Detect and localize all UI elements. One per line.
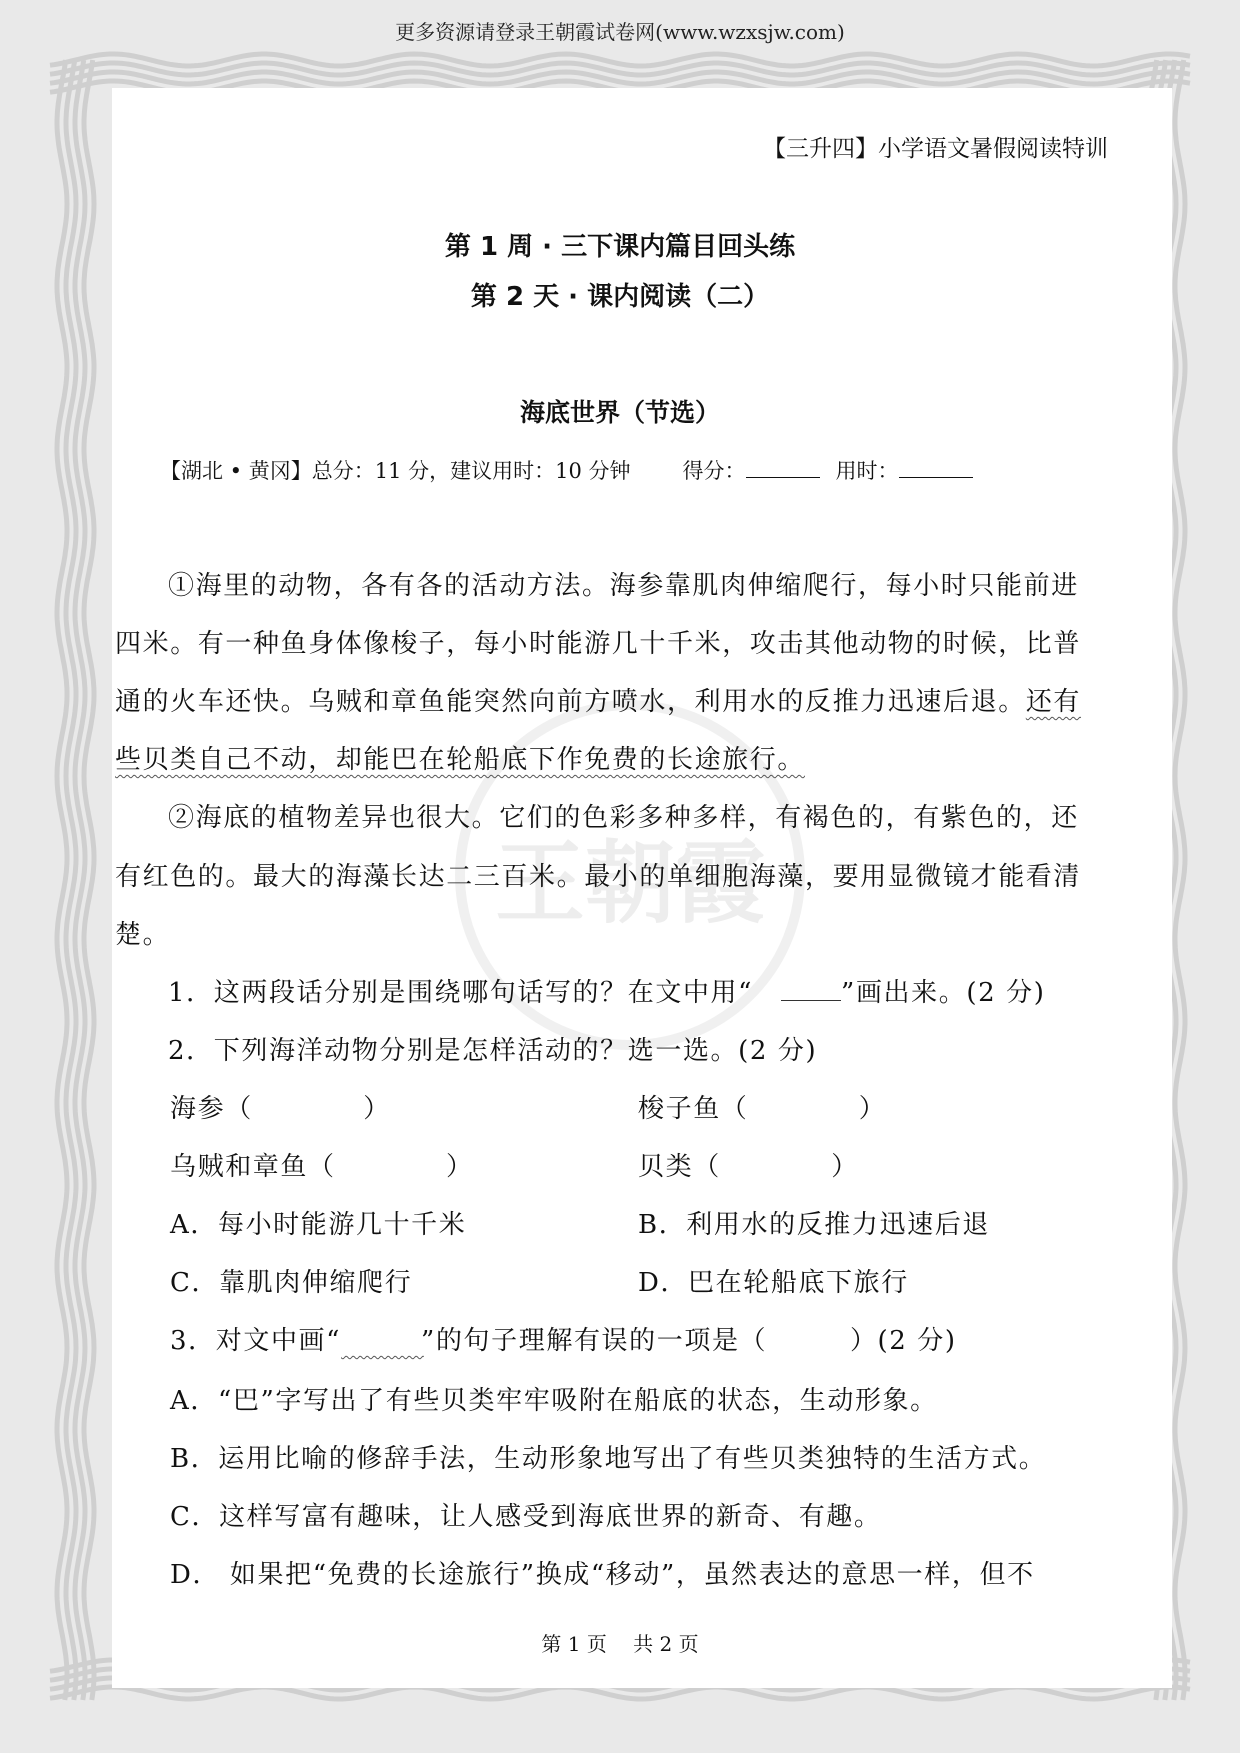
page-number: 第 1 页 共 2 页 xyxy=(541,1632,699,1656)
q2-option: D．巴在轮船底下旅行 xyxy=(638,1268,909,1298)
q2-option: A．每小时能游几十千米 xyxy=(170,1210,467,1240)
para1-line: 四米。有一种鱼身体像梭子，每小时能游几十千米，攻击其他动物的时候，比普 xyxy=(115,629,1082,659)
para1-line: ①海里的动物，各有各的活动方法。海参靠肌肉伸缩爬行，每小时只能前进 xyxy=(168,571,1079,601)
week-title: 第 1 周 · 三下课内篇目回头练 xyxy=(444,232,796,262)
q3-option[interactable]: A．“巴”字写出了有些贝类牢牢吸附在船底的状态，生动形象。 xyxy=(170,1386,938,1416)
para2-line: ②海底的植物差异也很大。它们的色彩多种多样，有褐色的，有紫色的，还 xyxy=(168,803,1079,833)
para1-line xyxy=(115,681,1081,718)
q2-item[interactable]: 海参（ ） xyxy=(170,1094,391,1124)
q1-underline-sample xyxy=(781,978,841,1001)
day-title: 第 2 天 · 课内阅读（二） xyxy=(470,282,770,312)
score-time-info: 【湖北 • 黄冈】总分：11 分，建议用时：10 分钟 xyxy=(160,459,631,483)
score-blank[interactable] xyxy=(746,459,820,478)
test-info xyxy=(160,455,973,485)
para2-line: 有红色的。最大的海藻长达二三百米。最小的单细胞海藻，要用显微镜才能看清 xyxy=(115,862,1082,892)
series-title: 【三升四】小学语文暑假阅读特训 xyxy=(763,136,1108,162)
watermark-logo: 王朝霞 xyxy=(455,700,805,1050)
q3-option[interactable]: C．这样写富有趣味，让人感受到海底世界的新奇、有趣。 xyxy=(170,1502,882,1532)
para2-line: 楚。 xyxy=(115,920,171,950)
time-blank[interactable] xyxy=(899,459,973,478)
q2-option: C．靠肌肉伸缩爬行 xyxy=(170,1268,413,1298)
q2-item[interactable]: 乌贼和章鱼（ ） xyxy=(170,1152,474,1182)
underlined-sentence-start: 还有 xyxy=(1025,687,1082,717)
underlined-sentence: 些贝类自己不动，却能巴在轮船底下作免费的长途旅行。 xyxy=(115,745,806,775)
q3-option[interactable]: B．运用比喻的修辞手法，生动形象地写出了有些贝类独特的生活方式。 xyxy=(170,1444,1047,1474)
resource-note: 更多资源请登录王朝霞试卷网(www.wzxsjw.com) xyxy=(395,20,845,44)
time-label: 用时： xyxy=(835,459,899,483)
q2-item[interactable]: 梭子鱼（ ） xyxy=(638,1094,887,1124)
q1-text: 1．这两段话分别是围绕哪句话写的？在文中用“ xyxy=(168,978,754,1008)
q3-option[interactable]: D． 如果把“免费的长途旅行”换成“移动”，虽然表达的意思一样，但不 xyxy=(170,1560,1035,1590)
q3-text-end: ”的句子理解有误的一项是（ ）(2 分) xyxy=(421,1326,957,1356)
para1-text: 通的火车还快。乌贼和章鱼能突然向前方喷水，利用水的反推力迅速后退。 xyxy=(115,687,1026,717)
q2-option: B．利用水的反推力迅速后退 xyxy=(638,1210,990,1240)
score-label: 得分： xyxy=(682,459,746,483)
question-1 xyxy=(168,972,1045,1009)
question-2: 2．下列海洋动物分别是怎样活动的？选一选。(2 分) xyxy=(168,1036,818,1066)
q3-wavy-sample xyxy=(341,1320,421,1357)
q1-text-end: ”画出来。(2 分) xyxy=(841,978,1046,1008)
q3-text: 3．对文中画“ xyxy=(170,1326,342,1356)
q2-item[interactable]: 贝类（ ） xyxy=(638,1152,859,1182)
article-title: 海底世界（节选） xyxy=(519,398,720,427)
question-3 xyxy=(170,1320,957,1357)
